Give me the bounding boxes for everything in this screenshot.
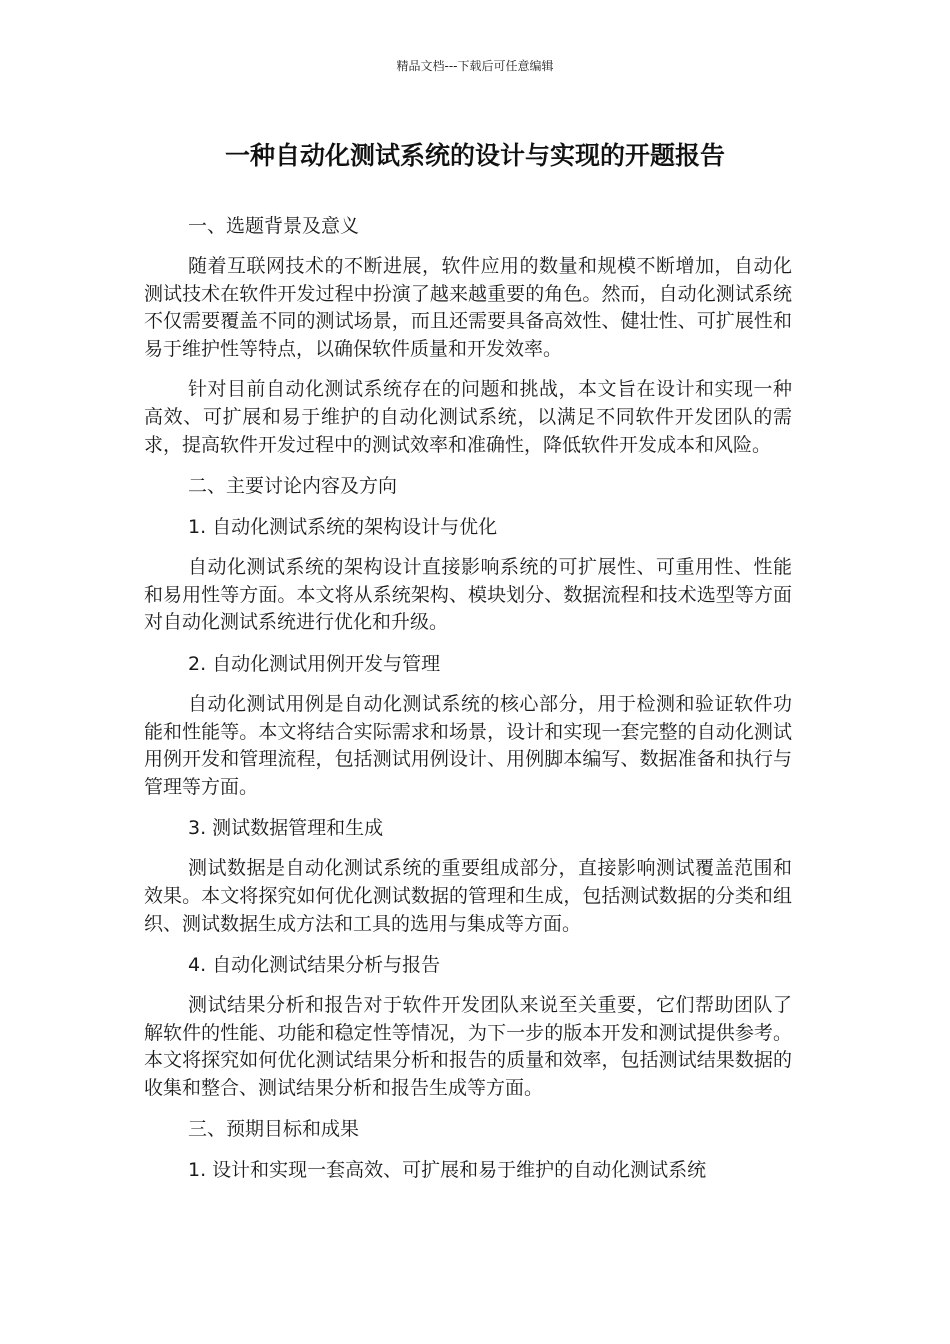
paragraph: 自动化测试系统的架构设计直接影响系统的可扩展性、可重用性、性能和易用性等方面。本文将从系统架构、模块划分、数据流程和技术选型等方面对自动化测试系统进行优化和升级。 bbox=[144, 556, 792, 634]
subsection-heading: 1. 自动化测试系统的架构设计与优化 bbox=[188, 516, 498, 539]
paragraph: 针对目前自动化测试系统存在的问题和挑战，本文旨在设计和实现一种高效、可扩展和易于维护的自动化测试系统，以满足不同软件开发团队的需求，提高软件开发过程中的测试效率和准确性，降低软件开发成本和风险。 bbox=[144, 378, 792, 456]
subsection-heading: 3. 测试数据管理和生成 bbox=[188, 817, 384, 840]
subsection-heading: 1. 设计和实现一套高效、可扩展和易于维护的自动化测试系统 bbox=[188, 1159, 707, 1182]
document-body bbox=[144, 212, 792, 1197]
subsection-heading: 2. 自动化测试用例开发与管理 bbox=[188, 652, 441, 675]
section-heading: 三、预期目标和成果 bbox=[188, 1118, 360, 1141]
document-title: 一种自动化测试系统的设计与实现的开题报告 bbox=[224, 141, 725, 170]
paragraph: 随着互联网技术的不断进展，软件应用的数量和规模不断增加，自动化测试技术在软件开发过程中扮演了越来越重要的角色。然而，自动化测试系统不仅需要覆盖不同的测试场景，而且还需要具备高效性、健壮性、可扩展性和易于维护性等特点，以确保软件质量和开发效率。 bbox=[144, 255, 792, 360]
section-heading: 一、选题背景及意义 bbox=[188, 215, 360, 237]
subsection-heading: 4. 自动化测试结果分析与报告 bbox=[188, 954, 441, 977]
header-note: 精品文档---下载后可任意编辑 bbox=[396, 59, 554, 73]
section-heading: 二、主要讨论内容及方向 bbox=[188, 475, 398, 498]
paragraph: 自动化测试用例是自动化测试系统的核心部分，用于检测和验证软件功能和性能等。本文将结合实际需求和场景，设计和实现一套完整的自动化测试用例开发和管理流程，包括测试用例设计、用例脚本编写、数据准备和执行与管理等方面。 bbox=[144, 692, 792, 798]
paragraph: 测试数据是自动化测试系统的重要组成部分，直接影响测试覆盖范围和效果。本文将探究如何优化测试数据的管理和生成，包括测试数据的分类和组织、测试数据生成方法和工具的选用与集成等方面。 bbox=[144, 857, 792, 935]
paragraph: 测试结果分析和报告对于软件开发团队来说至关重要，它们帮助团队了解软件的性能、功能和稳定性等情况，为下一步的版本开发和测试提供参考。本文将探究如何优化测试结果分析和报告的质量和效率，包括测试结果数据的收集和整合、测试结果分析和报告生成等方面。 bbox=[144, 994, 792, 1099]
